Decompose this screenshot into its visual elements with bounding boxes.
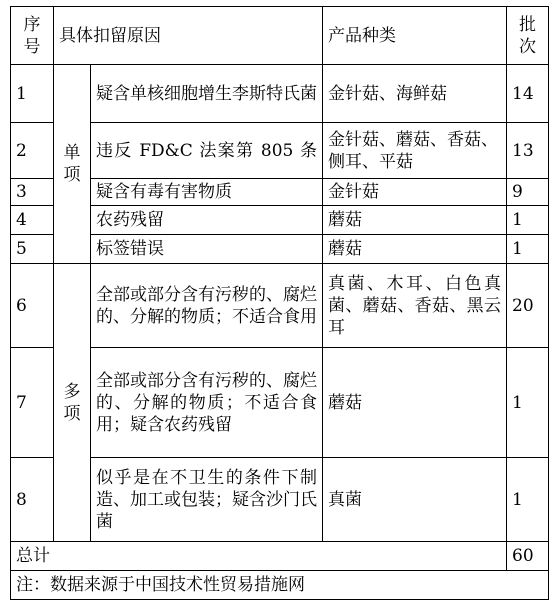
row-reason: 全部或部分含有污秽的、腐烂的、分解的物质；不适合食用；疑含农药残留 xyxy=(91,348,323,458)
total-value: 60 xyxy=(507,542,549,571)
row-no: 8 xyxy=(11,458,54,542)
row-reason: 全部或部分含有污秽的、腐烂的、分解的物质；不适合食用 xyxy=(91,264,323,348)
header-no: 序号 xyxy=(11,7,54,65)
row-no: 1 xyxy=(11,65,54,123)
row-reason: 标签错误 xyxy=(91,235,323,264)
row-reason: 似乎是在不卫生的条件下制造、加工或包装；疑含沙门氏菌 xyxy=(91,458,323,542)
table-row xyxy=(11,179,549,206)
table-row xyxy=(11,348,549,458)
row-batch: 1 xyxy=(507,206,549,235)
row-reason: 违反 FD&C 法案第 805 条 xyxy=(91,123,323,179)
row-product: 蘑菇 xyxy=(323,235,507,264)
row-batch: 13 xyxy=(507,123,549,179)
total-label: 总计 xyxy=(11,542,507,571)
row-product: 真菌、木耳、白色真菌、蘑菇、香菇、黑云耳 xyxy=(323,264,507,348)
row-reason: 农药残留 xyxy=(91,206,323,235)
table-row xyxy=(11,264,549,348)
header-reason: 具体扣留原因 xyxy=(54,7,323,65)
row-product: 真菌 xyxy=(323,458,507,542)
row-batch: 9 xyxy=(507,179,549,206)
header-batch: 批次 xyxy=(507,7,549,65)
total-row xyxy=(11,542,549,571)
row-product: 金针菇、海鲜菇 xyxy=(323,65,507,123)
note-row xyxy=(11,571,549,600)
row-batch: 1 xyxy=(507,348,549,458)
row-no: 4 xyxy=(11,206,54,235)
row-no: 5 xyxy=(11,235,54,264)
table-header-row xyxy=(11,7,549,65)
row-no: 2 xyxy=(11,123,54,179)
table-row xyxy=(11,235,549,264)
table-row xyxy=(11,458,549,542)
row-no: 6 xyxy=(11,264,54,348)
header-product: 产品种类 xyxy=(323,7,507,65)
source-note: 注：数据来源于中国技术性贸易措施网 xyxy=(11,571,549,600)
row-reason: 疑含单核细胞增生李斯特氏菌 xyxy=(91,65,323,123)
group-single: 单项 xyxy=(54,65,91,264)
row-no: 3 xyxy=(11,179,54,206)
group-multi: 多项 xyxy=(54,264,91,542)
row-product: 蘑菇 xyxy=(323,348,507,458)
row-product: 蘑菇 xyxy=(323,206,507,235)
row-batch: 14 xyxy=(507,65,549,123)
table-row xyxy=(11,65,549,123)
row-reason: 疑含有毒有害物质 xyxy=(91,179,323,206)
row-batch: 1 xyxy=(507,458,549,542)
table-row xyxy=(11,206,549,235)
table-row xyxy=(11,123,549,179)
row-product: 金针菇、蘑菇、香菇、侧耳、平菇 xyxy=(323,123,507,179)
row-batch: 20 xyxy=(507,264,549,348)
detention-reasons-table xyxy=(10,6,549,600)
row-batch: 1 xyxy=(507,235,549,264)
row-no: 7 xyxy=(11,348,54,458)
row-product: 金针菇 xyxy=(323,179,507,206)
